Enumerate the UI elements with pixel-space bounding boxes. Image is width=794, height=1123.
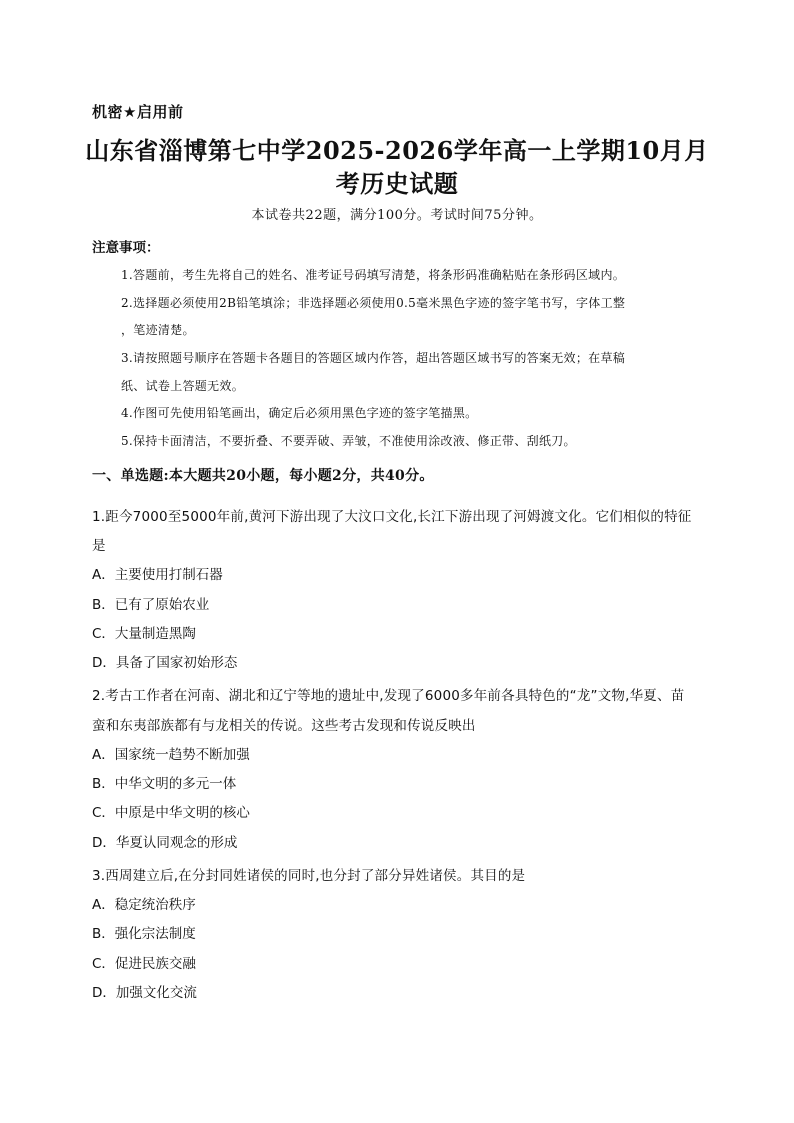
question-1-option-b: B．已有了原始农业 [92, 597, 210, 613]
note-line: 5.保持卡面清洁，不要折叠、不要弄破、弄皱，不准使用涂改液、修正带、刮纸刀。 [121, 434, 576, 448]
question-2-stem-line: 2.考古工作者在河南、湖北和辽宁等地的遗址中,发现了6000多年前各具特色的“龙”文物,华夏、苗 [92, 688, 685, 704]
question-3-option-a: A．稳定统治秩序 [92, 897, 196, 913]
question-1-option-a: A．主要使用打制石器 [92, 567, 223, 583]
question-3-option-d: D．加强文化交流 [92, 985, 197, 1001]
question-2-option-a: A．国家统一趋势不断加强 [92, 747, 250, 763]
question-3-option-b: B．强化宗法制度 [92, 926, 196, 942]
note-line: 1.答题前，考生先将自己的姓名、准考证号码填写清楚，将条形码准确粘贴在条形码区域内。 [121, 268, 626, 282]
exam-title-line-2: 考历史试题 [335, 169, 459, 198]
question-2-option-b: B．中华文明的多元一体 [92, 776, 237, 792]
question-2-option-d: D．华夏认同观念的形成 [92, 835, 238, 851]
notes-title: 注意事项： [92, 240, 160, 256]
exam-meta: 本试卷共22题，满分100分。考试时间75分钟。 [251, 208, 543, 223]
note-line: 2.选择题必须使用2B铅笔填涂；非选择题必须使用0.5毫米黑色字迹的签字笔书写，字体工整 [121, 296, 626, 310]
question-1-stem-line: 是 [92, 538, 106, 554]
question-1-option-d: D．具备了国家初始形态 [92, 655, 238, 671]
question-2-option-c: C．中原是中华文明的核心 [92, 805, 250, 821]
exam-title-line-1: 山东省淄博第七中学2025-2026学年高一上学期10月月 [85, 136, 709, 165]
note-line: ，笔迹清楚。 [121, 323, 195, 337]
note-line: 纸、试卷上答题无效。 [121, 379, 245, 393]
question-1-stem-line: 1.距今7000至5000年前,黄河下游出现了大汶口文化,长江下游出现了河姆渡文化。它们相似的特征 [92, 509, 692, 525]
question-3-option-c: C．促进民族交融 [92, 956, 196, 972]
confidential-label: 机密★启用前 [92, 103, 184, 121]
section-heading: 一、单选题:本大题共20小题，每小题2分，共40分。 [92, 468, 434, 484]
note-line: 3.请按照题号顺序在答题卡各题目的答题区域内作答，超出答题区域书写的答案无效；在草稿 [121, 351, 626, 365]
question-3-stem-line: 3.西周建立后,在分封同姓诸侯的同时,也分封了部分异姓诸侯。其目的是 [92, 868, 526, 884]
note-line: 4.作图可先使用铅笔画出，确定后必须用黑色字迹的签字笔描黑。 [121, 406, 478, 420]
question-1-option-c: C．大量制造黑陶 [92, 626, 196, 642]
question-2-stem-line: 蛮和东夷部族都有与龙相关的传说。这些考古发现和传说反映出 [92, 718, 476, 734]
